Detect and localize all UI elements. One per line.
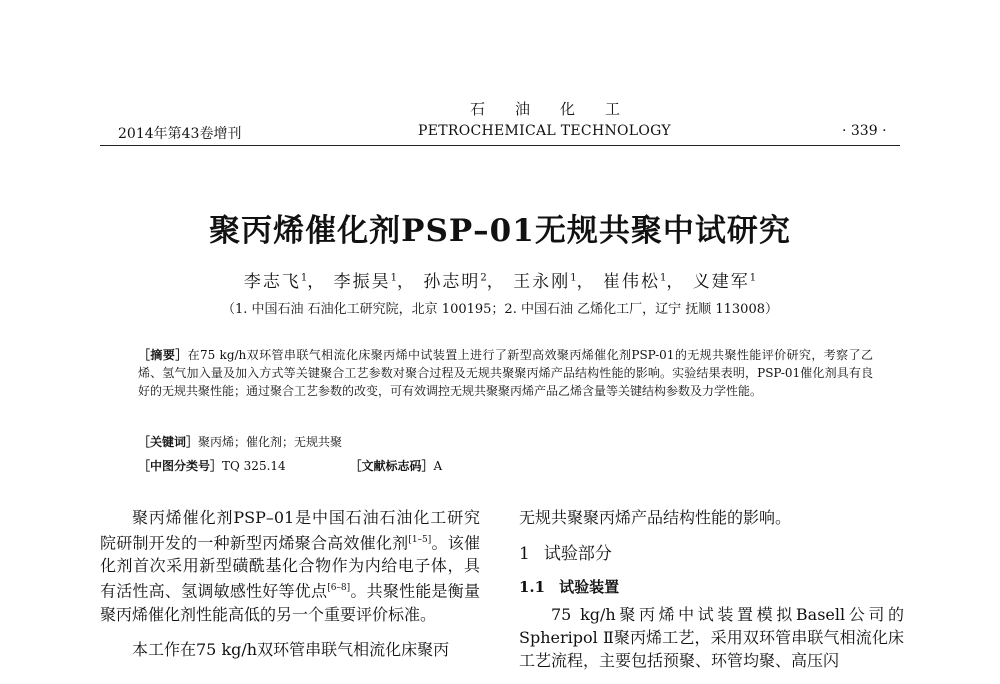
- journal-name-english: PETROCHEMICAL TECHNOLOGY: [418, 123, 671, 139]
- classification-line: [138, 457, 442, 474]
- section-title: 试验部分: [543, 544, 612, 564]
- author-affiliation-mark: 1: [390, 272, 398, 284]
- paper-title: 聚丙烯催化剂PSP–01无规共聚中试研究: [209, 213, 791, 249]
- citation: [6–8]: [327, 583, 351, 594]
- body-text: 。共聚性能是衡量聚丙烯催化剂性能高低的另一个重要评价标准。: [100, 581, 480, 624]
- keywords-text: 聚丙烯；催化剂；无规共聚: [198, 435, 343, 449]
- journal-name-chinese: 石油化工: [470, 100, 651, 118]
- keywords-label: ［关键词］: [138, 435, 199, 449]
- author: 孙志明: [423, 272, 481, 292]
- abstract: [138, 346, 873, 400]
- author: 义建军: [692, 272, 750, 292]
- author-affiliation-mark: 1: [659, 272, 667, 284]
- affiliations: （1. 中国石油 石油化工研究院，北京 100195；2. 中国石油 乙烯化工厂，辽宁 抚顺 113008）: [222, 302, 778, 317]
- subsection-number: 1.1: [519, 578, 546, 596]
- page-number: · 339 ·: [842, 123, 887, 139]
- body-right-column: [519, 506, 904, 672]
- subsection-title: 试验装置: [559, 578, 620, 596]
- body-paragraph: 75 kg/h聚丙烯中试装置模拟Basell公司的Spheripol Ⅱ聚丙烯工艺，采用双环管串联气相流化床工艺流程，主要包括预聚、环管均聚、高压闪: [519, 605, 904, 670]
- author-affiliation-mark: 1: [300, 272, 308, 284]
- subsection-heading: [519, 576, 904, 599]
- section-number: 1: [519, 544, 530, 564]
- author-affiliation-mark: 2: [480, 272, 487, 284]
- header-rule: [100, 145, 900, 146]
- keywords: [138, 433, 342, 450]
- body-text: 。该催化剂首次采用新型磺酰基化合物作为内给电子体，具有活性高、氢调敏感性好等优点: [100, 533, 480, 601]
- body-paragraph-continued: 无规共聚聚丙烯产品结构性能的影响。: [519, 508, 792, 527]
- author-affiliation-mark: 1: [749, 272, 757, 284]
- document-code-value: A: [433, 459, 443, 473]
- author: 王永刚: [513, 272, 571, 292]
- document-code-label: ［文献标志码］: [349, 459, 434, 473]
- author: 李振昊: [333, 272, 391, 292]
- author: 李志飞: [243, 272, 301, 292]
- body-text: 聚丙烯催化剂PSP–01是中国石油石油化工研究院研制开发的一种新型丙烯聚合高效催化剂: [100, 508, 480, 553]
- body-left-column: [100, 506, 480, 661]
- author-list: 李志飞$^1$， 李振昊$^1$， 孙志明$^2$， 王永刚$^1$， 崔伟松$^1$， 义建军$^1$: [243, 272, 757, 292]
- abstract-label: ［摘要］: [138, 348, 188, 362]
- abstract-text: 在75 kg/h双环管串联气相流化床聚丙烯中试装置上进行了新型高效聚丙烯催化剂PSP-01的无规共聚性能评价研究，考察了乙烯、氢气加入量及加入方式等关键聚合工艺参数对聚合过程及无规共聚聚丙烯产品结构性能的影响。实验结果表明，PSP-01催化剂具有良好的无规共聚性能；通过聚合工艺参数的改变，可有效调控无规共聚聚丙烯产品乙烯含量等关键结构参数及力学性能。: [138, 348, 873, 398]
- author-affiliation-mark: 1: [570, 272, 577, 284]
- classification-value: TQ 325.14: [222, 459, 286, 473]
- body-paragraph: [100, 506, 480, 626]
- citation: [1–5]: [408, 535, 432, 545]
- classification-label: ［中图分类号］: [138, 459, 223, 473]
- issue-info: 2014年第43卷增刊: [118, 126, 242, 142]
- body-paragraph: 本工作在75 kg/h双环管串联气相流化床聚丙: [132, 639, 450, 659]
- author: 崔伟松: [602, 272, 660, 292]
- section-heading: [519, 543, 904, 566]
